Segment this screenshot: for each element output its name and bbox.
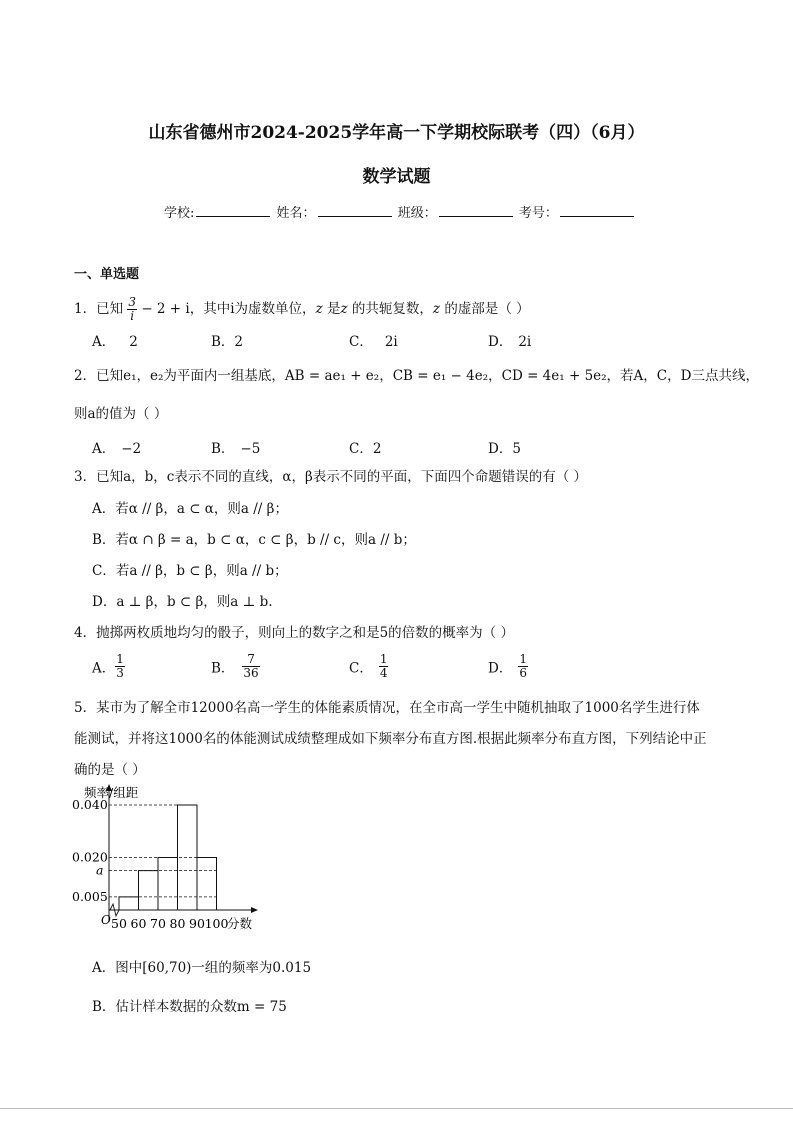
x-tick-label: 100: [204, 916, 229, 931]
origin-label: O: [101, 913, 111, 927]
q1-fraction: $\frac{3}{i}$: [128, 295, 137, 323]
question-4: 4．抛掷两枚质地均匀的骰子，则向上的数字之和是5的倍数的概率为（ ）: [74, 625, 514, 641]
question-number: 1．: [74, 301, 97, 317]
x-axis-label: 分数: [227, 916, 253, 931]
q4-option-c[interactable]: C． $\frac{1}{4}$: [349, 652, 388, 680]
x-tick-label: 60: [130, 916, 147, 931]
question-text: 已知e₁，e₂为平面内一组基底，AB = ae₁ + e₂，CB = e₁ − 4e₂，CD = 4e₁ + 5e₂，若A，C，D三点共线，: [96, 368, 759, 384]
student-info: [164, 202, 636, 221]
name-blank[interactable]: [318, 204, 392, 217]
q4-option-d[interactable]: D． $\frac{1}{6}$: [488, 652, 527, 680]
q3-option-d[interactable]: D．a ⊥ β，b ⊂ β，则a ⊥ b.: [92, 594, 273, 610]
q1-option-d[interactable]: D． 2i: [488, 334, 532, 350]
x-axis-arrow: [251, 907, 258, 913]
question-text: 抛掷两枚质地均匀的骰子，则向上的数字之和是5的倍数的概率为（ ）: [96, 625, 514, 641]
q1-expr: − 2 + i: [137, 301, 190, 317]
histogram-bar: [119, 897, 139, 910]
question-5-line3: 确的是（ ）: [74, 762, 146, 778]
x-tick-label: 80: [169, 916, 186, 931]
number-blank[interactable]: [560, 204, 634, 217]
q5-option-a[interactable]: A．图中[60,70)一组的频率为0.015: [92, 960, 312, 976]
page-title: 山东省德州市2024-2025学年高一下学期校际联考（四）（6月）: [148, 123, 645, 143]
question-2-line2: 则a的值为（ ）: [74, 406, 168, 422]
y-tick-label: 0.005: [72, 888, 108, 904]
section-heading: 一、单选题: [74, 267, 140, 282]
y-tick-label: a: [96, 862, 104, 878]
q3-option-a[interactable]: A．若α // β，a ⊂ α，则a // β；: [92, 501, 288, 517]
frequency-histogram: [70, 782, 270, 932]
class-label: 班级：: [397, 206, 437, 221]
name-label: 姓名：: [276, 206, 316, 221]
q2-option-c[interactable]: C．2: [349, 441, 382, 457]
school-blank[interactable]: [196, 204, 270, 217]
q1-option-c[interactable]: C． 2i: [349, 334, 398, 350]
question-text: 已知: [96, 301, 124, 317]
y-tick-label: 0.020: [72, 849, 108, 865]
q5-option-b[interactable]: B．估计样本数据的众数m = 75: [92, 999, 287, 1015]
question-1: 1．已知 $\frac{3}{i}$ − 2 + i，其中i为虚数单位，z 是z 的共轭复数，z 的虚部是（ ）: [74, 295, 530, 323]
y-tick-label: 0.040: [72, 797, 108, 812]
histogram-bar: [158, 858, 178, 911]
question-5-line2: 能测试，并将这1000名的体能测试成绩整理成如下频率分布直方图.根据此频率分布直方图，下列结论中正: [74, 731, 707, 747]
q2-option-b[interactable]: B． −5: [211, 441, 261, 457]
histogram-bar: [197, 858, 217, 911]
class-blank[interactable]: [439, 204, 513, 217]
x-tick-label: 50: [111, 916, 127, 931]
q4-option-b[interactable]: B． $\frac{7}{36}$: [211, 652, 259, 680]
question-text: 某市为了解全市12000名高一学生的体能素质情况，在全市高一学生中随机抽取了1000名学生进行体: [96, 700, 700, 716]
histogram-bar: [139, 871, 159, 910]
x-tick-label: 90: [189, 916, 205, 931]
question-text: 已知a，b，c表示不同的直线，α，β表示不同的平面，下面四个命题错误的有（ ）: [96, 469, 588, 485]
q3-option-c[interactable]: C．若a // β，b ⊂ β，则a // b；: [92, 563, 288, 579]
q4-option-a[interactable]: A． $\frac{1}{3}$: [92, 652, 124, 680]
q2-option-a[interactable]: A． −2: [92, 441, 142, 457]
school-label: 学校:: [164, 206, 195, 221]
question-2: 2．已知e₁，e₂为平面内一组基底，AB = ae₁ + e₂，CB = e₁ − 4e₂，CD = 4e₁ + 5e₂，若A，C，D三点共线，: [74, 368, 759, 384]
question-3: 3．已知a，b，c表示不同的直线，α，β表示不同的平面，下面四个命题错误的有（ ）: [74, 469, 588, 485]
q2-option-d[interactable]: D．5: [488, 441, 521, 457]
q1-option-a[interactable]: A． 2: [92, 334, 138, 350]
question-5: 5．某市为了解全市12000名高一学生的体能素质情况，在全市高一学生中随机抽取了1000名学生进行体: [74, 700, 700, 716]
x-tick-label: 70: [150, 916, 166, 931]
page-bottom-rule: [0, 1108, 793, 1109]
page-subtitle: 数学试题: [362, 167, 431, 187]
q1-option-b[interactable]: B．2: [211, 334, 244, 350]
q3-option-b[interactable]: B．若α ∩ β = a，b ⊂ α，c ⊂ β，b // c，则a // b；: [92, 532, 416, 548]
y-axis-label: 频率/组距: [84, 785, 139, 800]
number-label: 考号：: [518, 206, 558, 221]
